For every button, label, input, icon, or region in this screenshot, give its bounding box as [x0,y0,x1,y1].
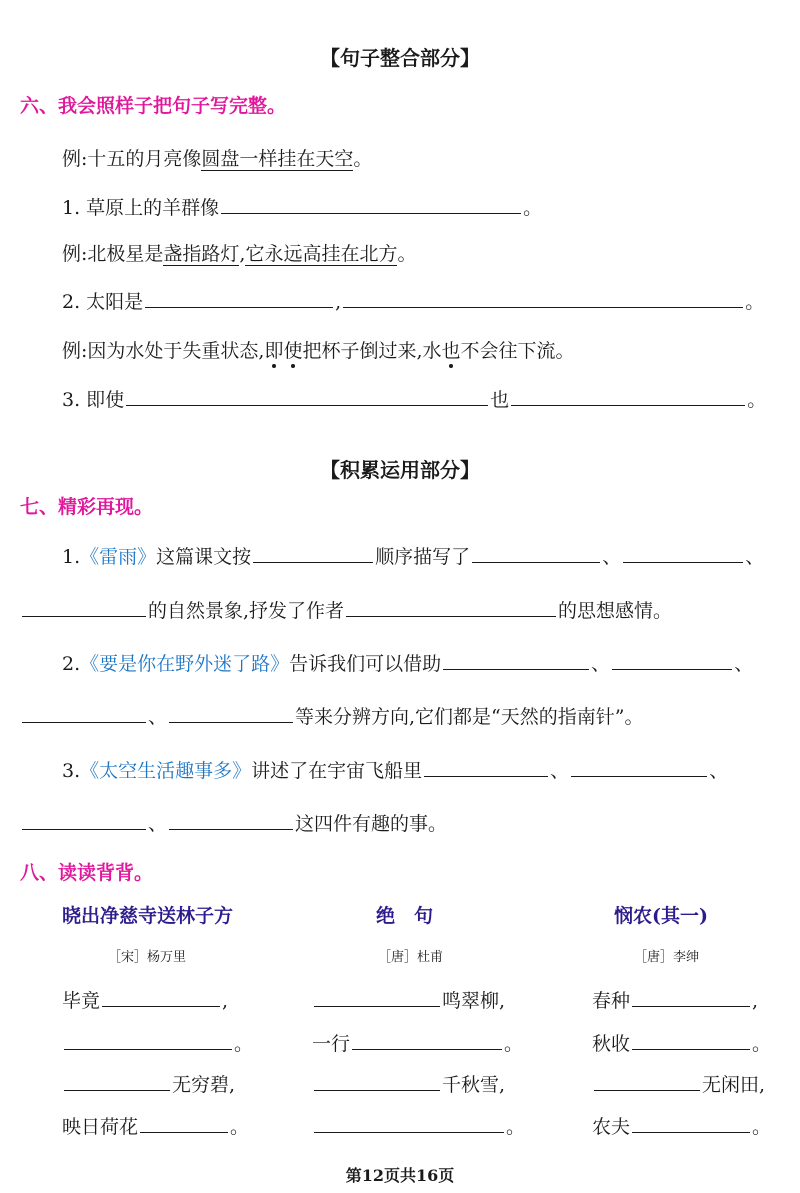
example-2-underlined-1: 盏指路灯 [163,243,240,265]
poem-1-line-4 [62,1112,249,1141]
answer-blank[interactable] [352,1029,502,1050]
separator: 、 [591,653,611,675]
poem-1-author: ［宋］杨万里 [108,950,187,965]
book-title-link[interactable]: 《太空生活趣事多》 [80,760,252,782]
separator: 、 [734,653,754,675]
section-8-title: 八、读读背背。 [20,862,154,884]
book-title-link[interactable]: 《要是你在野外迷了路》 [80,653,290,675]
punctuation: 。 [230,1116,250,1138]
question-7-2-line-2 [20,702,643,731]
answer-blank[interactable] [472,542,600,563]
answer-blank[interactable] [314,986,440,1007]
separator: 、 [550,760,570,782]
answer-blank[interactable] [632,1029,750,1050]
page-number: 第12页共16页 [345,1166,455,1185]
example-2-suffix: 。 [397,243,417,265]
answer-blank[interactable] [343,287,743,308]
question-7-2-line-1 [62,649,753,678]
answer-blank[interactable] [102,986,220,1007]
poem-1-line-2 [62,1029,253,1058]
punctuation: 。 [752,1116,772,1138]
answer-blank[interactable] [126,385,488,406]
poem-3-line-2 [592,1029,771,1058]
example-2-prefix: 例:北极星是 [62,243,164,265]
example-3-part-2: 把杯子倒过来,水 [302,340,442,362]
section-6-title: 六、我会照样子把句子写完整。 [20,95,287,117]
poem-3-author: ［唐］李绅 [634,950,700,965]
poem-2-line-4 [312,1112,525,1141]
question-7-3-text-1: 讲述了在宇宙飞船里 [251,760,423,782]
question-6-1 [62,193,542,222]
question-6-3-text: 3. 即使 [62,389,125,411]
poem-1-title: 晓出净慈寺送林子方 [62,905,234,927]
example-1 [62,145,372,173]
example-3-dotted-char: 即 [264,340,284,362]
question-7-1-text-4: 的思想感情。 [558,600,673,622]
question-number: 2. [62,653,81,675]
answer-blank[interactable] [145,287,333,308]
answer-blank[interactable] [443,649,589,670]
separator: 、 [602,546,622,568]
answer-blank[interactable] [511,385,745,406]
answer-blank[interactable] [632,1112,750,1133]
punctuation: 。 [752,1033,772,1055]
separator: 、 [745,546,765,568]
question-7-1-line-2 [20,596,672,625]
question-7-2-text-1: 告诉我们可以借助 [289,653,442,675]
answer-blank[interactable] [314,1112,504,1133]
poem-3-line-1 [592,986,758,1015]
punctuation: , [752,990,759,1012]
question-7-1-line-1 [62,542,764,571]
question-6-2-comma: , [335,291,342,313]
question-7-2-text-2: 等来分辨方向,它们都是“天然的指南针”。 [295,706,644,728]
question-number: 1. [62,546,81,568]
poem-3-title: 悯农(其一) [614,905,708,927]
separator: 、 [148,706,168,728]
poem-line-text: 千秋雪, [442,1074,506,1096]
poem-line-text: 鸣翠柳, [442,990,506,1012]
poem-1-line-1 [62,986,228,1015]
separator: 、 [709,760,729,782]
answer-blank[interactable] [594,1070,700,1091]
punctuation: 。 [234,1033,254,1055]
example-2-comma: , [239,243,246,265]
section-heading-accumulate: 【积累运用部分】 [320,458,480,482]
question-6-1-end: 。 [523,197,543,219]
answer-blank[interactable] [221,193,521,214]
book-title-link[interactable]: 《雷雨》 [80,546,157,568]
example-2-underlined-2: 它永远高挂在北方 [245,243,398,265]
poem-line-text: 农夫 [592,1116,631,1138]
answer-blank[interactable] [632,986,750,1007]
example-3 [62,337,575,365]
punctuation: , [222,990,229,1012]
answer-blank[interactable] [571,756,707,777]
answer-blank[interactable] [424,756,548,777]
question-number: 3. [62,760,81,782]
poem-line-text: 无闲田, [702,1074,766,1096]
question-6-2 [62,287,764,316]
question-6-1-text: 1. 草原上的羊群像 [62,197,220,219]
poem-2-line-1 [312,986,505,1015]
poem-line-text: 春种 [592,990,631,1012]
section-heading-sentence: 【句子整合部分】 [320,46,480,70]
poem-1-line-3 [62,1070,235,1099]
question-6-3 [62,385,766,414]
question-7-3-text-2: 这四件有趣的事。 [295,813,448,835]
answer-blank[interactable] [22,596,146,617]
poem-2-author: ［唐］杜甫 [378,950,444,965]
answer-blank[interactable] [314,1070,440,1091]
answer-blank[interactable] [346,596,556,617]
poem-3-line-4 [592,1112,771,1141]
poem-line-text: 映日荷花 [62,1116,139,1138]
answer-blank[interactable] [64,1029,232,1050]
example-2 [62,240,417,268]
example-3-dotted-char: 也 [441,340,461,362]
example-1-underlined: 圆盘一样挂在天空 [201,148,354,170]
answer-blank[interactable] [64,1070,170,1091]
question-6-2-end: 。 [745,291,765,313]
separator: 、 [148,813,168,835]
answer-blank[interactable] [22,809,146,830]
poem-line-text: 一行 [312,1033,351,1055]
example-1-suffix: 。 [353,148,373,170]
poem-2-title: 绝 句 [376,905,434,927]
question-7-3-line-1 [62,756,728,785]
question-6-3-mid: 也 [490,389,510,411]
answer-blank[interactable] [253,542,373,563]
punctuation: 。 [504,1033,524,1055]
answer-blank[interactable] [623,542,743,563]
example-3-dotted-char: 使 [283,340,303,362]
question-7-1-text-1: 这篇课文按 [156,546,252,568]
question-7-3-line-2 [20,809,447,838]
answer-blank[interactable] [169,702,293,723]
poem-line-text: 毕竟 [62,990,101,1012]
example-3-part-1: 例:因为水处于失重状态, [62,340,265,362]
example-1-prefix: 例:十五的月亮像 [62,148,202,170]
poem-line-text: 秋收 [592,1033,631,1055]
poem-line-text: 无穷碧, [172,1074,236,1096]
answer-blank[interactable] [22,702,146,723]
poem-2-line-3 [312,1070,505,1099]
question-7-1-text-2: 顺序描写了 [375,546,471,568]
answer-blank[interactable] [612,649,732,670]
answer-blank[interactable] [169,809,293,830]
example-3-part-3: 不会往下流。 [460,340,575,362]
section-7-title: 七、精彩再现。 [20,496,154,518]
answer-blank[interactable] [140,1112,228,1133]
question-6-3-end: 。 [747,389,767,411]
poem-2-line-2 [312,1029,523,1058]
poem-3-line-3 [592,1070,765,1099]
punctuation: 。 [506,1116,526,1138]
question-6-2-text: 2. 太阳是 [62,291,144,313]
question-7-1-text-3: 的自然景象,抒发了作者 [148,600,345,622]
